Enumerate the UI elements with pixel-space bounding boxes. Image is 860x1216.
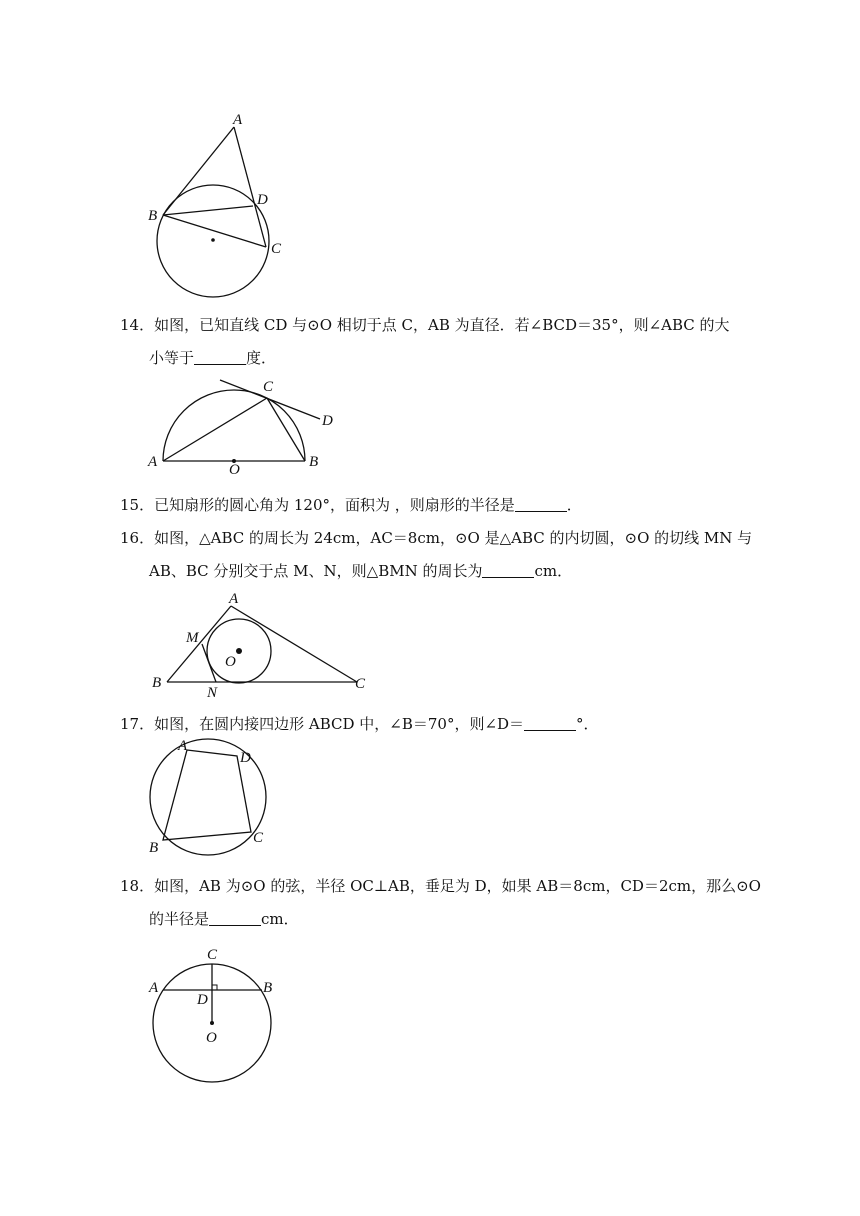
label-a: A	[149, 980, 159, 996]
question-14	[120, 309, 740, 375]
label-o: O	[229, 462, 240, 474]
figure-18	[145, 943, 285, 1088]
label-c: C	[355, 676, 366, 692]
answer-blank[interactable]	[515, 495, 567, 512]
center-dot	[210, 1021, 214, 1025]
center-dot	[236, 648, 242, 654]
segment-bd	[163, 206, 253, 215]
label-d: D	[240, 750, 251, 766]
question-text-end: cm．	[261, 910, 299, 928]
question-text-cont: 小等于	[149, 349, 195, 367]
label-b: B	[148, 208, 158, 224]
question-text: 如图，在圆内接四边形 ABCD 中，∠B＝70°，则∠D＝	[154, 715, 525, 733]
question-text-cont: 的半径是	[149, 910, 210, 928]
label-c: C	[253, 830, 264, 846]
label-c: C	[207, 947, 218, 963]
label-d: D	[257, 192, 268, 208]
question-16	[120, 522, 753, 588]
figure-18-svg	[145, 943, 285, 1088]
label-b: B	[263, 980, 273, 996]
figure-17-svg	[145, 736, 275, 858]
question-number: 16．	[120, 529, 155, 547]
label-b: B	[149, 840, 159, 856]
figure-16	[145, 590, 375, 700]
question-text: 如图，已知直线 CD 与⊙O 相切于点 C，AB 为直径．若∠BCD＝35°，则∠ABC 的大	[154, 316, 730, 334]
question-18	[120, 870, 761, 936]
question-text-end: ．	[566, 496, 582, 514]
label-a: A	[178, 738, 188, 754]
segment-bc	[163, 215, 266, 247]
question-text: 如图，△ABC 的周长为 24cm，AC＝8cm，⊙O 是△ABC 的内切圆，⊙O 的切线 MN 与	[154, 529, 753, 547]
segment-ab	[163, 127, 234, 215]
question-number: 15．	[120, 496, 155, 514]
side-ab	[167, 606, 231, 682]
question-number: 18．	[120, 877, 155, 895]
answer-blank[interactable]	[482, 561, 534, 578]
label-b: B	[152, 675, 162, 691]
label-a: A	[229, 591, 239, 607]
label-d: D	[197, 992, 208, 1008]
question-number: 17．	[120, 715, 155, 733]
label-n: N	[207, 685, 218, 700]
segment-ac	[234, 127, 266, 247]
figure-17	[145, 736, 275, 858]
question-number: 14．	[120, 316, 155, 334]
figure-13	[145, 110, 290, 300]
right-angle-mark	[212, 985, 217, 990]
quadrilateral-abcd	[163, 750, 251, 840]
answer-blank[interactable]	[194, 348, 246, 365]
question-text-end: 度．	[246, 349, 277, 367]
label-a: A	[233, 112, 243, 128]
label-c: C	[271, 241, 282, 257]
tangent-mn	[202, 644, 216, 682]
figure-16-svg	[145, 590, 375, 700]
chord-bc	[267, 398, 305, 461]
figure-14	[145, 374, 345, 474]
figure-13-svg	[145, 110, 290, 300]
answer-blank[interactable]	[524, 714, 576, 731]
label-c: C	[263, 379, 274, 395]
label-m: M	[186, 630, 199, 646]
side-ac	[231, 606, 357, 682]
center-dot	[211, 238, 215, 242]
figure-14-svg	[145, 374, 345, 474]
label-b: B	[309, 454, 319, 470]
label-a: A	[148, 454, 158, 470]
question-text: 如图，AB 为⊙O 的弦，半径 OC⊥AB，垂足为 D，如果 AB＝8cm，CD＝2cm，那么⊙O	[154, 877, 761, 895]
label-d: D	[322, 413, 333, 429]
question-text-cont: AB、BC 分别交于点 M、N，则△BMN 的周长为	[149, 562, 483, 580]
question-text-end: cm．	[534, 562, 573, 580]
question-15	[120, 489, 740, 522]
chord-ac	[163, 398, 267, 461]
question-text: 已知扇形的圆心角为 120°，面积为 ，则扇形的半径是	[154, 496, 515, 514]
label-o: O	[206, 1030, 217, 1046]
question-text-end: °．	[576, 715, 599, 733]
answer-blank[interactable]	[209, 909, 261, 926]
label-o: O	[225, 654, 236, 670]
